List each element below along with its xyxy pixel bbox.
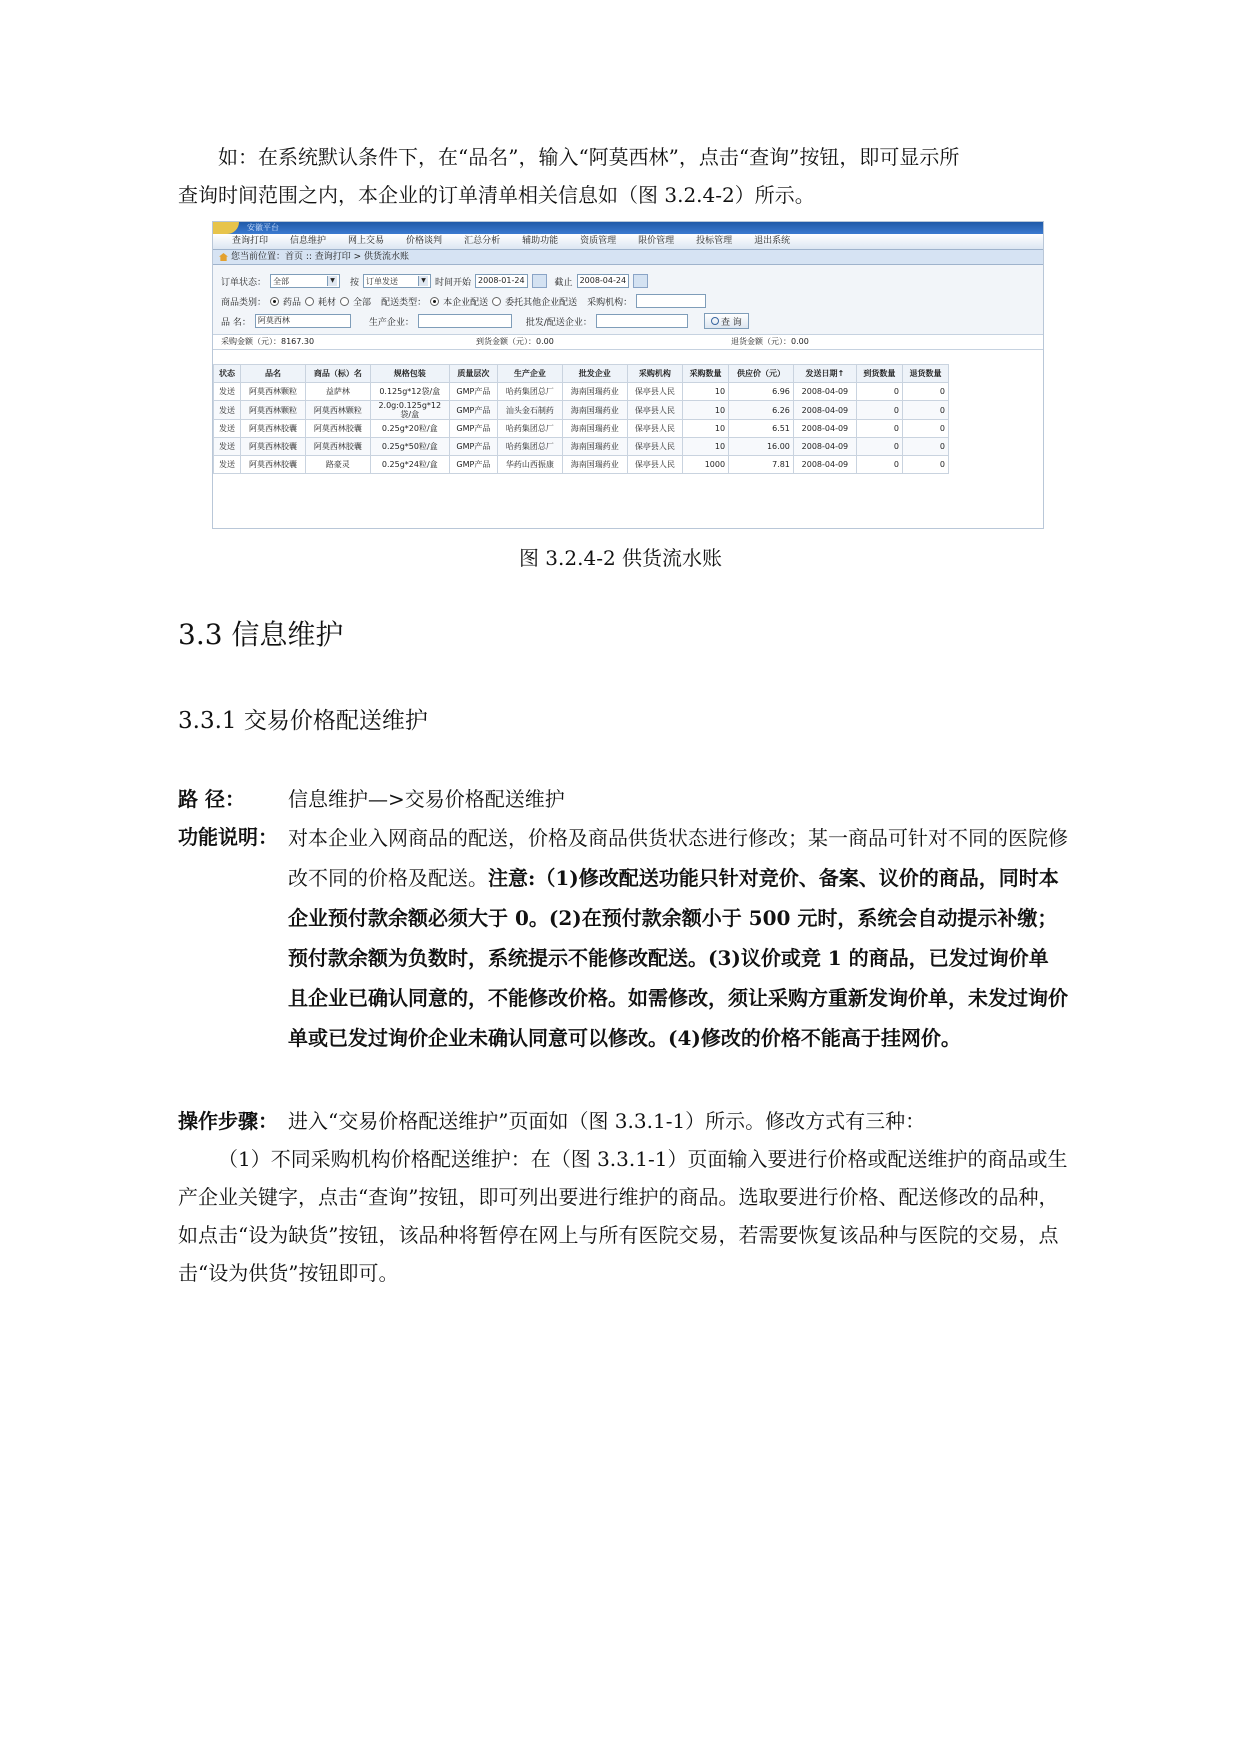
path-value: 信息维护—>交易价格配送维护 <box>288 787 565 811</box>
chevron-down-icon: ▼ <box>327 276 337 286</box>
cell-wholesaler: 海南国瑞药业 <box>562 383 627 401</box>
cell-status: 发送 <box>214 401 241 420</box>
col-name[interactable]: 品名 <box>241 365 306 383</box>
cell-quality: GMP产品 <box>449 438 497 456</box>
col-buyer[interactable]: 采购机构 <box>627 365 682 383</box>
function-label: 功能说明： <box>178 825 278 849</box>
cell-send-date: 2008-04-09 <box>793 420 856 438</box>
by-label: 按 <box>350 277 360 288</box>
delivery-type-label: 配送类型： <box>381 297 427 308</box>
delivery-radio-delegated[interactable] <box>492 297 501 306</box>
menu-item-qualification[interactable]: 资质管理 <box>580 236 617 246</box>
cell-brand: 益萨林 <box>305 383 370 401</box>
cell-buyer: 保亭县人民 <box>627 456 682 474</box>
calendar-icon[interactable] <box>532 274 547 288</box>
delivery-option-self: 本企业配送 <box>443 297 489 308</box>
path-label: 路 径： <box>178 787 245 811</box>
supply-ledger-table <box>213 364 949 474</box>
cell-price: 7.81 <box>729 456 794 474</box>
buyer-input[interactable] <box>636 294 706 308</box>
cell-qty: 1000 <box>683 456 729 474</box>
menu-item-price-limit[interactable]: 限价管理 <box>638 236 675 246</box>
category-radio-drug[interactable] <box>270 297 279 306</box>
cell-brand: 阿莫西林胶囊 <box>305 420 370 438</box>
steps-label: 操作步骤： <box>178 1109 278 1133</box>
cell-arrival-qty: 0 <box>856 383 902 401</box>
cell-name: 阿莫西林颗粒 <box>241 383 306 401</box>
col-send-date[interactable]: 发送日期↑ <box>793 365 856 383</box>
amount-summary <box>213 335 1043 350</box>
cell-buyer: 保亭县人民 <box>627 438 682 456</box>
cell-spec: 0.25g*50粒/盒 <box>370 438 449 456</box>
cell-name: 阿莫西林胶囊 <box>241 420 306 438</box>
cell-maker: 哈药集团总厂 <box>498 420 563 438</box>
cell-return-qty: 0 <box>902 383 948 401</box>
cell-status: 发送 <box>214 456 241 474</box>
app-header <box>213 222 1043 234</box>
category-option-drug: 药品 <box>283 297 302 308</box>
cell-return-qty: 0 <box>902 456 948 474</box>
cell-return-qty: 0 <box>902 438 948 456</box>
breadcrumb-text: 您当前位置：首页 :: 查询打印 > 供货流水账 <box>231 252 410 262</box>
cell-buyer: 保亭县人民 <box>627 383 682 401</box>
figure-caption: 图 3.2.4-2 供货流水账 <box>518 546 723 570</box>
home-icon <box>219 253 228 261</box>
menu-item-aux-functions[interactable]: 辅助功能 <box>522 236 559 246</box>
col-arrival-qty[interactable]: 到货数量 <box>856 365 902 383</box>
function-text <box>288 818 1068 1058</box>
cell-quality: GMP产品 <box>449 383 497 401</box>
path-line <box>178 780 1068 818</box>
time-start-input[interactable]: 2008-01-24 <box>475 274 528 288</box>
menu-item-bid-management[interactable]: 投标管理 <box>696 236 733 246</box>
col-maker[interactable]: 生产企业 <box>498 365 563 383</box>
cell-buyer: 保亭县人民 <box>627 401 682 420</box>
category-option-all: 全部 <box>353 297 372 308</box>
cell-arrival-qty: 0 <box>856 401 902 420</box>
until-input[interactable]: 2008-04-24 <box>577 274 630 288</box>
cell-price: 6.96 <box>729 383 794 401</box>
breadcrumb <box>213 250 1043 265</box>
cell-status: 发送 <box>214 420 241 438</box>
category-radio-consumable[interactable] <box>305 297 314 306</box>
query-button[interactable] <box>704 313 749 329</box>
step-1-paragraph: （1）不同采购机构价格配送维护：在（图 3.3.1-1）页面输入要进行价格或配送维护的商品或生产企业关键字，点击“查询”按钮，即可列出要进行维护的商品。选取要进行价格、配送修改的品种，如点击“设为缺货”按钮，该品种将暂停在网上与所有医院交易，若需要恢复该品种与医院的交易，点击“设为供货”按钮即可。 <box>178 1147 1068 1285</box>
cell-status: 发送 <box>214 383 241 401</box>
chevron-down-icon: ▼ <box>418 276 428 286</box>
cell-name: 阿莫西林胶囊 <box>241 456 306 474</box>
search-form <box>213 265 1043 335</box>
cell-send-date: 2008-04-09 <box>793 401 856 420</box>
name-input[interactable]: 阿莫西林 <box>255 314 351 328</box>
calendar-icon[interactable] <box>633 274 648 288</box>
col-quality[interactable]: 质量层次 <box>449 365 497 383</box>
cell-qty: 10 <box>683 401 729 420</box>
cell-brand: 路豪灵 <box>305 456 370 474</box>
cell-qty: 10 <box>683 383 729 401</box>
cell-price: 6.26 <box>729 401 794 420</box>
cell-quality: GMP产品 <box>449 420 497 438</box>
cell-qty: 10 <box>683 438 729 456</box>
wholesaler-label: 批发/配送企业： <box>525 317 592 328</box>
cell-return-qty: 0 <box>902 401 948 420</box>
table-row[interactable] <box>214 401 949 420</box>
steps-line <box>178 1102 1068 1140</box>
category-label: 商品类别： <box>221 297 267 308</box>
cell-maker: 哈药集团总厂 <box>498 438 563 456</box>
cell-send-date: 2008-04-09 <box>793 383 856 401</box>
cell-qty: 10 <box>683 420 729 438</box>
table-row[interactable] <box>214 438 949 456</box>
intro-line-2: 查询时间范围之内，本企业的订单清单相关信息如（图 3.2.4-2）所示。 <box>178 183 815 207</box>
cell-wholesaler: 海南国瑞药业 <box>562 420 627 438</box>
by-select[interactable] <box>363 274 431 288</box>
cell-maker: 哈药集团总厂 <box>498 383 563 401</box>
until-label: 截止 <box>554 277 573 288</box>
section-heading: 3.3 信息维护 <box>178 618 344 651</box>
category-radio-all[interactable] <box>340 297 349 306</box>
cell-buyer: 保亭县人民 <box>627 420 682 438</box>
steps-value: 进入“交易价格配送维护”页面如（图 3.3.1-1）所示。修改方式有三种： <box>288 1109 926 1133</box>
buyer-label: 采购机构： <box>587 297 633 308</box>
query-button-label: 查 询 <box>720 317 742 328</box>
table-row[interactable] <box>214 456 949 474</box>
cell-send-date: 2008-04-09 <box>793 438 856 456</box>
main-menu <box>213 234 1043 250</box>
menu-item-price-negotiation[interactable]: 价格谈判 <box>406 236 443 246</box>
cell-spec: 0.25g*20粒/盒 <box>370 420 449 438</box>
col-wholesaler[interactable]: 批发企业 <box>562 365 627 383</box>
cell-brand: 阿莫西林胶囊 <box>305 438 370 456</box>
intro-line-1: 如：在系统默认条件下，在“品名”，输入“阿莫西林”，点击“查询”按钮，即可显示所 <box>218 145 960 169</box>
logo-icon <box>213 222 239 234</box>
cell-send-date: 2008-04-09 <box>793 456 856 474</box>
name-label: 品 名： <box>221 317 251 328</box>
time-start-label: 时间开始 <box>435 277 472 288</box>
cell-wholesaler: 海南国瑞药业 <box>562 401 627 420</box>
app-brand: 安徽平台 <box>247 223 279 232</box>
table-row[interactable] <box>214 420 949 438</box>
cell-brand: 阿莫西林颗粒 <box>305 401 370 420</box>
delivery-radio-self[interactable] <box>430 297 439 306</box>
wholesaler-input[interactable] <box>596 314 688 328</box>
subsection-heading: 3.3.1 交易价格配送维护 <box>178 708 428 734</box>
menu-item-logout[interactable]: 退出系统 <box>754 236 791 246</box>
order-status-label: 订单状态： <box>221 277 267 288</box>
cell-quality: GMP产品 <box>449 456 497 474</box>
cell-price: 6.51 <box>729 420 794 438</box>
cell-arrival-qty: 0 <box>856 456 902 474</box>
maker-label: 生产企业： <box>368 317 414 328</box>
order-status-select[interactable] <box>270 274 340 288</box>
order-status-value: 全部 <box>273 276 290 286</box>
cell-name: 阿莫西林胶囊 <box>241 438 306 456</box>
col-qty[interactable]: 采购数量 <box>683 365 729 383</box>
function-note: 注意:（1)修改配送功能只针对竞价、备案、议价的商品，同时本企业预付款余额必须大于 0。(2)在预付款余额小于 500 元时，系统会自动提示补缴；预付款余额为负数时，系统提示不能修改配送。(3)议价或竞 1 的商品，已发过询价单且企业已确认同意的，不能修改价格。如需修改，须让采购方重新发询价单，未发过询价单或已发过询价企业未确认同意可以修改。(4)修改的价格不能高于挂网价。 <box>288 866 1068 1050</box>
cell-spec: 0.125g*12袋/盒 <box>370 383 449 401</box>
cell-maker: 汕头金石制药 <box>498 401 563 420</box>
menu-item-info-maintain[interactable]: 信息维护 <box>290 236 327 246</box>
cell-price: 16.00 <box>729 438 794 456</box>
cell-status: 发送 <box>214 438 241 456</box>
function-description <box>178 818 1068 1058</box>
col-spec[interactable]: 规格包装 <box>370 365 449 383</box>
col-status[interactable]: 状态 <box>214 365 241 383</box>
cell-arrival-qty: 0 <box>856 420 902 438</box>
cell-spec: 0.25g*24粒/盒 <box>370 456 449 474</box>
maker-input[interactable] <box>418 314 512 328</box>
menu-item-online-trade[interactable]: 网上交易 <box>348 236 385 246</box>
delivery-option-delegated: 委托其他企业配送 <box>505 297 578 308</box>
col-price[interactable]: 供应价（元） <box>729 365 794 383</box>
purchase-amount: 采购金额（元）：8167.30 <box>221 337 315 346</box>
cell-name: 阿莫西林颗粒 <box>241 401 306 420</box>
table-header-row <box>214 365 949 383</box>
cell-quality: GMP产品 <box>449 401 497 420</box>
col-brand[interactable]: 商品（标）名 <box>305 365 370 383</box>
menu-item-summary-analysis[interactable]: 汇总分析 <box>464 236 501 246</box>
cell-wholesaler: 海南国瑞药业 <box>562 456 627 474</box>
function-plain: 对本企业入网商品的配送，价格及商品供货状态进行修改；某一商品可针对不同的医院修改不同的价格及配送。 <box>288 826 1068 890</box>
cell-maker: 华药山西振康 <box>498 456 563 474</box>
search-icon <box>711 317 719 325</box>
return-amount: 退货金额（元）：0.00 <box>731 337 809 346</box>
category-option-consumable: 耗材 <box>318 297 337 308</box>
by-value: 订单发送 <box>366 276 399 286</box>
cell-arrival-qty: 0 <box>856 438 902 456</box>
col-return-qty[interactable]: 退货数量 <box>902 365 948 383</box>
cell-return-qty: 0 <box>902 420 948 438</box>
cell-wholesaler: 海南国瑞药业 <box>562 438 627 456</box>
menu-item-query-print[interactable]: 查询打印 <box>232 236 269 246</box>
cell-spec: 2.0g:0.125g*12袋/盒 <box>370 401 449 420</box>
embedded-screenshot <box>212 221 1044 529</box>
table-row[interactable] <box>214 383 949 401</box>
arrival-amount: 到货金额（元）：0.00 <box>476 337 554 346</box>
